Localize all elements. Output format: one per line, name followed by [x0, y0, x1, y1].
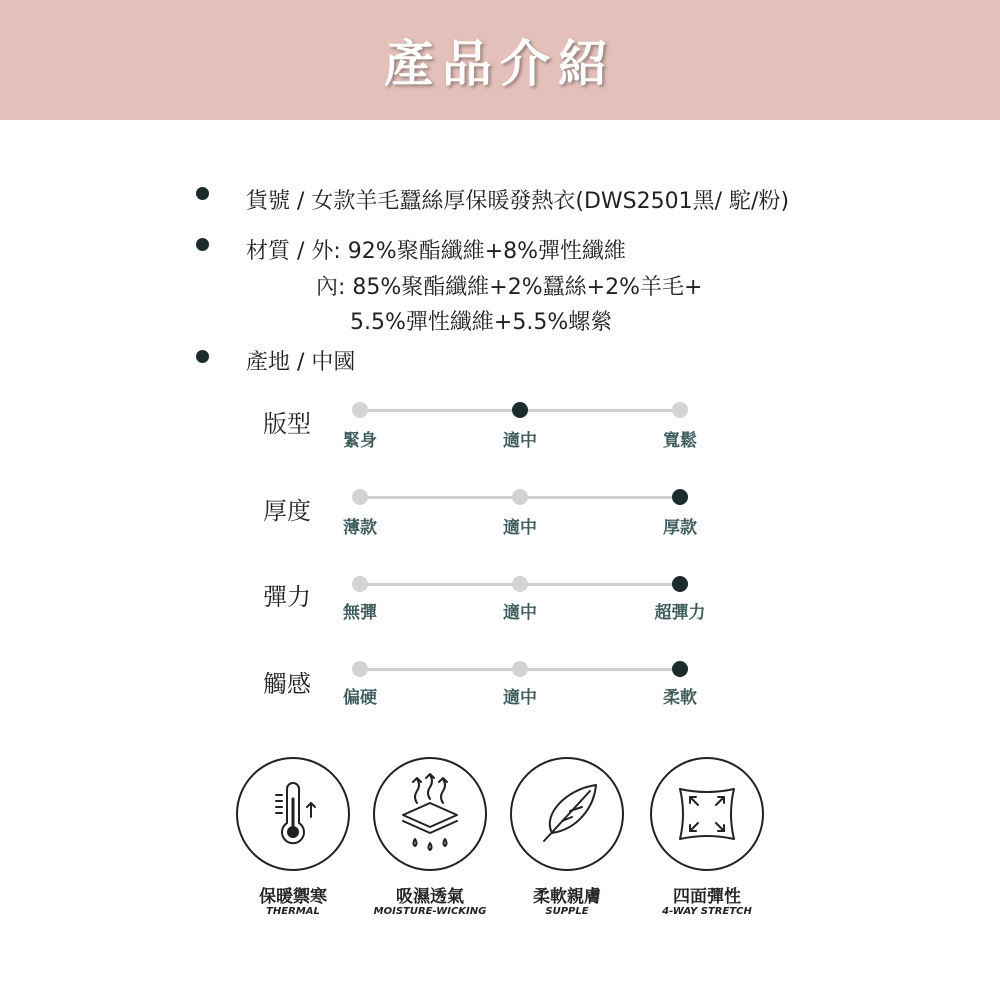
rating-dot-selected	[672, 661, 688, 677]
rating-option: 適中	[503, 688, 537, 708]
rating-dot-selected	[512, 402, 528, 418]
stretch-arrows-icon	[650, 757, 764, 871]
rating-option: 緊身	[343, 431, 377, 451]
feature-name-en: SUPPLE	[545, 906, 589, 917]
rating-dot-selected	[672, 576, 688, 592]
thermometer-icon	[236, 757, 350, 871]
rating-label: 厚度	[263, 497, 311, 525]
bullet-dot	[196, 187, 209, 200]
material-inner-text: 內: 85%聚酯纖維+2%蠶絲+2%羊毛+	[316, 275, 703, 300]
material-outer-text: 材質 / 外: 92%聚酯纖維+8%彈性纖維	[246, 239, 627, 264]
rating-label: 彈力	[263, 583, 311, 611]
header-banner	[0, 0, 1000, 120]
rating-option: 超彈力	[654, 603, 706, 623]
rating-dot	[352, 489, 368, 505]
feature-name: 柔軟親膚	[533, 887, 601, 907]
feature-name: 吸濕透氣	[396, 887, 464, 907]
rating-dot	[512, 661, 528, 677]
feature-name: 保暖禦寒	[259, 887, 327, 907]
feature-name: 四面彈性	[673, 887, 741, 907]
feature-name-en: 4-WAY STRETCH	[662, 906, 752, 917]
moisture-wicking-icon	[373, 757, 487, 871]
rating-dot	[352, 661, 368, 677]
rating-label: 觸感	[263, 670, 311, 698]
feature-name-en: THERMAL	[266, 906, 320, 917]
rating-option: 寬鬆	[663, 431, 697, 451]
rating-dot	[512, 576, 528, 592]
rating-dot-selected	[672, 489, 688, 505]
rating-option: 適中	[503, 518, 537, 538]
page-title: 產品介紹	[384, 35, 616, 93]
rating-option: 無彈	[343, 603, 377, 623]
rating-dot	[352, 402, 368, 418]
rating-option: 適中	[503, 603, 537, 623]
origin-text: 產地 / 中國	[246, 350, 356, 375]
rating-dot	[352, 576, 368, 592]
rating-label: 版型	[263, 410, 311, 438]
rating-option: 適中	[503, 431, 537, 451]
rating-option: 薄款	[343, 518, 377, 538]
rating-option: 柔軟	[663, 688, 697, 708]
material-inner-text-2: 5.5%彈性纖維+5.5%螺縈	[350, 310, 613, 335]
bullet-dot	[196, 238, 209, 251]
rating-dot	[672, 402, 688, 418]
rating-option: 偏硬	[343, 688, 377, 708]
bullet-dot	[196, 350, 209, 363]
rating-option: 厚款	[663, 518, 697, 538]
feature-name-en: MOISTURE-WICKING	[373, 906, 487, 917]
feather-icon	[510, 757, 624, 871]
rating-dot	[512, 489, 528, 505]
item-number-text: 貨號 / 女款羊毛蠶絲厚保暖發熱衣(DWS2501黑/ 駝/粉)	[246, 189, 790, 214]
